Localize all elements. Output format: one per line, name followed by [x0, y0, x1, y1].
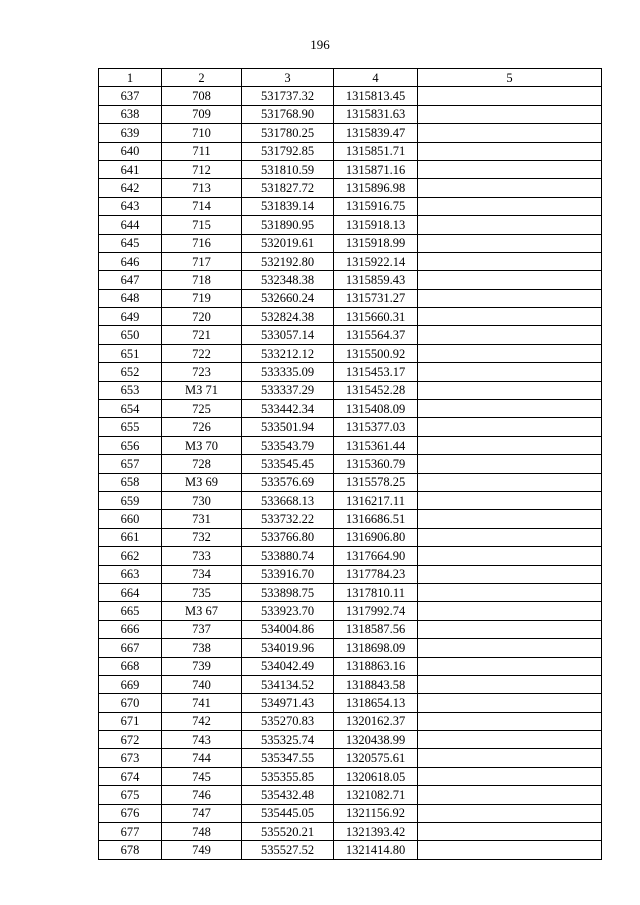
x-coordinate-cell: 531737.32 [242, 87, 334, 105]
note-cell [418, 841, 602, 859]
point-number-cell: 659 [99, 491, 162, 509]
note-cell [418, 160, 602, 178]
column-header-4: 4 [334, 69, 418, 87]
point-number-cell: 658 [99, 473, 162, 491]
y-coordinate-cell: 1315660.31 [334, 308, 418, 326]
x-coordinate-cell: 535445.05 [242, 804, 334, 822]
point-number-cell: 661 [99, 528, 162, 546]
table-row [99, 308, 602, 326]
x-coordinate-cell: 533880.74 [242, 547, 334, 565]
y-coordinate-cell: 1318843.58 [334, 675, 418, 693]
x-coordinate-cell: 535325.74 [242, 731, 334, 749]
y-coordinate-cell: 1315578.25 [334, 473, 418, 491]
point-number-cell: 674 [99, 767, 162, 785]
point-number-cell: 646 [99, 252, 162, 270]
header-row [99, 69, 602, 87]
mark-cell: 738 [162, 639, 242, 657]
y-coordinate-cell: 1315859.43 [334, 271, 418, 289]
mark-cell: 740 [162, 675, 242, 693]
table-row [99, 565, 602, 583]
mark-cell: МЗ 69 [162, 473, 242, 491]
table-row [99, 694, 602, 712]
y-coordinate-cell: 1315564.37 [334, 326, 418, 344]
table-row [99, 87, 602, 105]
point-number-cell: 671 [99, 712, 162, 730]
x-coordinate-cell: 533543.79 [242, 436, 334, 454]
mark-cell: 739 [162, 657, 242, 675]
mark-cell: 717 [162, 252, 242, 270]
note-cell [418, 87, 602, 105]
y-coordinate-cell: 1321082.71 [334, 786, 418, 804]
point-number-cell: 648 [99, 289, 162, 307]
x-coordinate-cell: 533923.70 [242, 602, 334, 620]
point-number-cell: 657 [99, 455, 162, 473]
table-row [99, 400, 602, 418]
x-coordinate-cell: 531839.14 [242, 197, 334, 215]
table-row [99, 749, 602, 767]
mark-cell: 725 [162, 400, 242, 418]
y-coordinate-cell: 1320438.99 [334, 731, 418, 749]
x-coordinate-cell: 532824.38 [242, 308, 334, 326]
x-coordinate-cell: 535270.83 [242, 712, 334, 730]
y-coordinate-cell: 1318587.56 [334, 620, 418, 638]
table-row [99, 271, 602, 289]
point-number-cell: 669 [99, 675, 162, 693]
note-cell [418, 179, 602, 197]
mark-cell: 741 [162, 694, 242, 712]
table-row [99, 675, 602, 693]
mark-cell: 742 [162, 712, 242, 730]
mark-cell: 744 [162, 749, 242, 767]
mark-cell: 719 [162, 289, 242, 307]
note-cell [418, 602, 602, 620]
table-row [99, 510, 602, 528]
page-number: 196 [310, 37, 330, 52]
table-row [99, 823, 602, 841]
point-number-cell: 677 [99, 823, 162, 841]
y-coordinate-cell: 1318654.13 [334, 694, 418, 712]
mark-cell: МЗ 70 [162, 436, 242, 454]
note-cell [418, 510, 602, 528]
mark-cell: 749 [162, 841, 242, 859]
y-coordinate-cell: 1315453.17 [334, 363, 418, 381]
mark-cell: 709 [162, 105, 242, 123]
y-coordinate-cell: 1315377.03 [334, 418, 418, 436]
table-row [99, 179, 602, 197]
point-number-cell: 670 [99, 694, 162, 712]
x-coordinate-cell: 531780.25 [242, 124, 334, 142]
table-row [99, 105, 602, 123]
table-row [99, 160, 602, 178]
y-coordinate-cell: 1316686.51 [334, 510, 418, 528]
x-coordinate-cell: 532019.61 [242, 234, 334, 252]
point-number-cell: 675 [99, 786, 162, 804]
point-number-cell: 660 [99, 510, 162, 528]
point-number-cell: 649 [99, 308, 162, 326]
y-coordinate-cell: 1315918.13 [334, 216, 418, 234]
point-number-cell: 664 [99, 583, 162, 601]
mark-cell: 731 [162, 510, 242, 528]
x-coordinate-cell: 534004.86 [242, 620, 334, 638]
y-coordinate-cell: 1315361.44 [334, 436, 418, 454]
x-coordinate-cell: 533442.34 [242, 400, 334, 418]
mark-cell: 722 [162, 344, 242, 362]
x-coordinate-cell: 535355.85 [242, 767, 334, 785]
table-row [99, 528, 602, 546]
note-cell [418, 749, 602, 767]
x-coordinate-cell: 533335.09 [242, 363, 334, 381]
point-number-cell: 642 [99, 179, 162, 197]
mark-cell: 732 [162, 528, 242, 546]
note-cell [418, 216, 602, 234]
x-coordinate-cell: 533057.14 [242, 326, 334, 344]
point-number-cell: 678 [99, 841, 162, 859]
mark-cell: 746 [162, 786, 242, 804]
y-coordinate-cell: 1321414.80 [334, 841, 418, 859]
note-cell [418, 418, 602, 436]
note-cell [418, 326, 602, 344]
table-row [99, 583, 602, 601]
note-cell [418, 823, 602, 841]
point-number-cell: 641 [99, 160, 162, 178]
x-coordinate-cell: 533766.80 [242, 528, 334, 546]
y-coordinate-cell: 1320618.05 [334, 767, 418, 785]
x-coordinate-cell: 535527.52 [242, 841, 334, 859]
note-cell [418, 675, 602, 693]
y-coordinate-cell: 1315839.47 [334, 124, 418, 142]
table-row [99, 234, 602, 252]
table-row [99, 252, 602, 270]
table-row [99, 124, 602, 142]
column-header-2: 2 [162, 69, 242, 87]
mark-cell: 730 [162, 491, 242, 509]
point-number-cell: 655 [99, 418, 162, 436]
mark-cell: 721 [162, 326, 242, 344]
table-row [99, 436, 602, 454]
coordinates-table [98, 68, 602, 860]
note-cell [418, 252, 602, 270]
note-cell [418, 583, 602, 601]
table-row [99, 197, 602, 215]
y-coordinate-cell: 1320162.37 [334, 712, 418, 730]
x-coordinate-cell: 532192.80 [242, 252, 334, 270]
note-cell [418, 455, 602, 473]
mark-cell: 708 [162, 87, 242, 105]
x-coordinate-cell: 531827.72 [242, 179, 334, 197]
x-coordinate-cell: 534971.43 [242, 694, 334, 712]
table-row [99, 804, 602, 822]
note-cell [418, 657, 602, 675]
note-cell [418, 105, 602, 123]
table-row [99, 547, 602, 565]
mark-cell: 718 [162, 271, 242, 289]
note-cell [418, 400, 602, 418]
table-row [99, 620, 602, 638]
note-cell [418, 712, 602, 730]
table-row [99, 418, 602, 436]
point-number-cell: 639 [99, 124, 162, 142]
note-cell [418, 547, 602, 565]
point-number-cell: 672 [99, 731, 162, 749]
x-coordinate-cell: 533576.69 [242, 473, 334, 491]
y-coordinate-cell: 1315500.92 [334, 344, 418, 362]
point-number-cell: 637 [99, 87, 162, 105]
point-number-cell: 644 [99, 216, 162, 234]
note-cell [418, 804, 602, 822]
point-number-cell: 654 [99, 400, 162, 418]
mark-cell: 720 [162, 308, 242, 326]
y-coordinate-cell: 1316217.11 [334, 491, 418, 509]
point-number-cell: 645 [99, 234, 162, 252]
table-row [99, 381, 602, 399]
table-row [99, 216, 602, 234]
x-coordinate-cell: 531792.85 [242, 142, 334, 160]
note-cell [418, 234, 602, 252]
table-row [99, 767, 602, 785]
y-coordinate-cell: 1320575.61 [334, 749, 418, 767]
y-coordinate-cell: 1315851.71 [334, 142, 418, 160]
point-number-cell: 667 [99, 639, 162, 657]
x-coordinate-cell: 535432.48 [242, 786, 334, 804]
mark-cell: 728 [162, 455, 242, 473]
y-coordinate-cell: 1315918.99 [334, 234, 418, 252]
point-number-cell: 665 [99, 602, 162, 620]
note-cell [418, 124, 602, 142]
x-coordinate-cell: 533898.75 [242, 583, 334, 601]
note-cell [418, 381, 602, 399]
point-number-cell: 673 [99, 749, 162, 767]
x-coordinate-cell: 534019.96 [242, 639, 334, 657]
mark-cell: 745 [162, 767, 242, 785]
point-number-cell: 652 [99, 363, 162, 381]
table-row [99, 712, 602, 730]
y-coordinate-cell: 1317784.23 [334, 565, 418, 583]
mark-cell: 712 [162, 160, 242, 178]
note-cell [418, 565, 602, 583]
y-coordinate-cell: 1315452.28 [334, 381, 418, 399]
y-coordinate-cell: 1317664.90 [334, 547, 418, 565]
point-number-cell: 676 [99, 804, 162, 822]
y-coordinate-cell: 1317992.74 [334, 602, 418, 620]
mark-cell: 735 [162, 583, 242, 601]
note-cell [418, 731, 602, 749]
x-coordinate-cell: 533545.45 [242, 455, 334, 473]
x-coordinate-cell: 533732.22 [242, 510, 334, 528]
column-header-5: 5 [418, 69, 602, 87]
x-coordinate-cell: 533916.70 [242, 565, 334, 583]
y-coordinate-cell: 1315360.79 [334, 455, 418, 473]
point-number-cell: 668 [99, 657, 162, 675]
y-coordinate-cell: 1316906.80 [334, 528, 418, 546]
table-row [99, 326, 602, 344]
table-row [99, 639, 602, 657]
point-number-cell: 651 [99, 344, 162, 362]
note-cell [418, 767, 602, 785]
y-coordinate-cell: 1315408.09 [334, 400, 418, 418]
table-row [99, 491, 602, 509]
y-coordinate-cell: 1315831.63 [334, 105, 418, 123]
point-number-cell: 663 [99, 565, 162, 583]
point-number-cell: 653 [99, 381, 162, 399]
note-cell [418, 528, 602, 546]
point-number-cell: 666 [99, 620, 162, 638]
table-row [99, 344, 602, 362]
note-cell [418, 620, 602, 638]
point-number-cell: 656 [99, 436, 162, 454]
mark-cell: 748 [162, 823, 242, 841]
x-coordinate-cell: 535520.21 [242, 823, 334, 841]
point-number-cell: 662 [99, 547, 162, 565]
note-cell [418, 363, 602, 381]
note-cell [418, 197, 602, 215]
mark-cell: 743 [162, 731, 242, 749]
note-cell [418, 436, 602, 454]
y-coordinate-cell: 1321156.92 [334, 804, 418, 822]
x-coordinate-cell: 533212.12 [242, 344, 334, 362]
table-row [99, 455, 602, 473]
mark-cell: 723 [162, 363, 242, 381]
table-row [99, 841, 602, 859]
column-header-1: 1 [99, 69, 162, 87]
mark-cell: 715 [162, 216, 242, 234]
table-row [99, 731, 602, 749]
mark-cell: МЗ 67 [162, 602, 242, 620]
x-coordinate-cell: 533668.13 [242, 491, 334, 509]
mark-cell: МЗ 71 [162, 381, 242, 399]
column-header-3: 3 [242, 69, 334, 87]
point-number-cell: 643 [99, 197, 162, 215]
note-cell [418, 344, 602, 362]
x-coordinate-cell: 533501.94 [242, 418, 334, 436]
point-number-cell: 650 [99, 326, 162, 344]
table-row [99, 602, 602, 620]
y-coordinate-cell: 1315813.45 [334, 87, 418, 105]
note-cell [418, 308, 602, 326]
y-coordinate-cell: 1315871.16 [334, 160, 418, 178]
mark-cell: 710 [162, 124, 242, 142]
y-coordinate-cell: 1317810.11 [334, 583, 418, 601]
x-coordinate-cell: 531890.95 [242, 216, 334, 234]
y-coordinate-cell: 1315896.98 [334, 179, 418, 197]
table-body [99, 87, 602, 859]
table-row [99, 473, 602, 491]
table-row [99, 363, 602, 381]
note-cell [418, 271, 602, 289]
mark-cell: 733 [162, 547, 242, 565]
y-coordinate-cell: 1315922.14 [334, 252, 418, 270]
x-coordinate-cell: 534134.52 [242, 675, 334, 693]
y-coordinate-cell: 1318698.09 [334, 639, 418, 657]
y-coordinate-cell: 1321393.42 [334, 823, 418, 841]
table-row [99, 657, 602, 675]
note-cell [418, 639, 602, 657]
y-coordinate-cell: 1315916.75 [334, 197, 418, 215]
table-row [99, 142, 602, 160]
mark-cell: 716 [162, 234, 242, 252]
x-coordinate-cell: 531810.59 [242, 160, 334, 178]
y-coordinate-cell: 1318863.16 [334, 657, 418, 675]
x-coordinate-cell: 531768.90 [242, 105, 334, 123]
point-number-cell: 640 [99, 142, 162, 160]
x-coordinate-cell: 532660.24 [242, 289, 334, 307]
mark-cell: 737 [162, 620, 242, 638]
note-cell [418, 786, 602, 804]
mark-cell: 714 [162, 197, 242, 215]
mark-cell: 711 [162, 142, 242, 160]
note-cell [418, 289, 602, 307]
point-number-cell: 647 [99, 271, 162, 289]
table-row [99, 289, 602, 307]
table-row [99, 786, 602, 804]
y-coordinate-cell: 1315731.27 [334, 289, 418, 307]
note-cell [418, 694, 602, 712]
note-cell [418, 491, 602, 509]
mark-cell: 713 [162, 179, 242, 197]
x-coordinate-cell: 535347.55 [242, 749, 334, 767]
point-number-cell: 638 [99, 105, 162, 123]
table-header [99, 69, 602, 87]
note-cell [418, 473, 602, 491]
mark-cell: 747 [162, 804, 242, 822]
x-coordinate-cell: 532348.38 [242, 271, 334, 289]
x-coordinate-cell: 534042.49 [242, 657, 334, 675]
mark-cell: 726 [162, 418, 242, 436]
x-coordinate-cell: 533337.29 [242, 381, 334, 399]
mark-cell: 734 [162, 565, 242, 583]
note-cell [418, 142, 602, 160]
